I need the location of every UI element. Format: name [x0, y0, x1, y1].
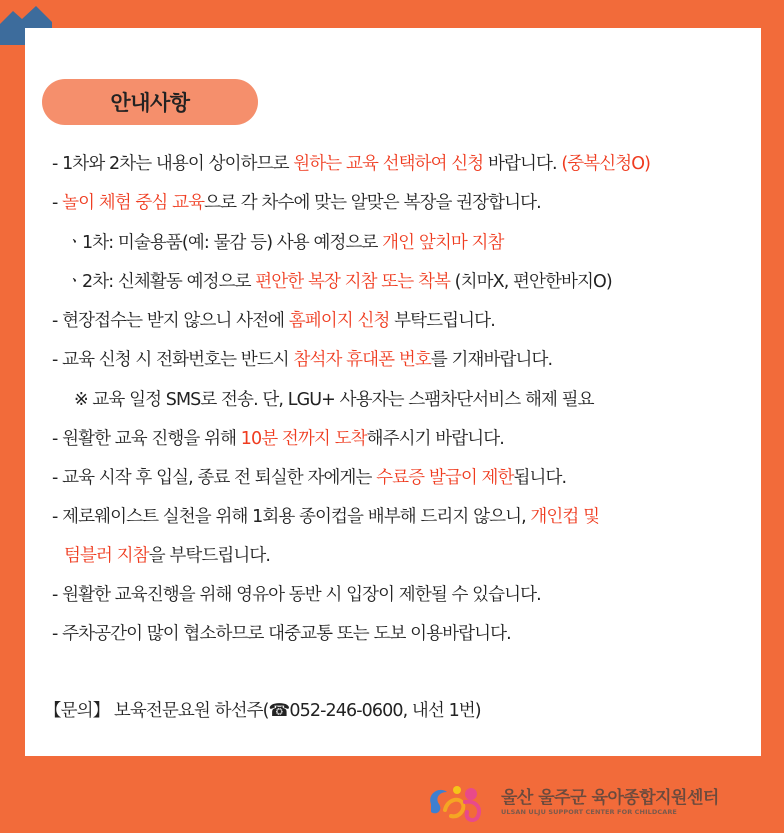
line-text: (치마X, 편안한바지O) [450, 272, 612, 292]
line-highlight: 참석자 휴대폰 번호 [293, 350, 431, 370]
line-text: - 현장접수는 받지 않으니 사전에 [52, 311, 289, 331]
org-logo-icon [425, 780, 497, 824]
line-text: 으로 각 차수에 맞는 알맞은 복장을 권장합니다. [204, 193, 541, 213]
line-text: 해주시기 바랍니다. [366, 429, 504, 449]
notice-line-7 [74, 386, 594, 411]
line-highlight: 원하는 교육 선택하여 신청 [293, 154, 484, 174]
line-highlight: (중복신청O) [561, 154, 651, 174]
line-text: - 교육 신청 시 전화번호는 반드시 [52, 350, 294, 370]
notice-line-11 [64, 542, 270, 567]
line-text: - 교육 시작 후 입실, 종료 전 퇴실한 자에게는 [52, 468, 377, 488]
line-text: - 제로웨이스트 실천을 위해 1회용 종이컵을 배부해 드리지 않으니, [52, 507, 531, 527]
notice-line-2 [52, 189, 541, 214]
line-highlight: 개인컵 및 [530, 507, 600, 527]
line-text: - [52, 193, 63, 213]
notice-line-8 [52, 425, 504, 450]
line-text: 을 부탁드립니다. [148, 546, 271, 566]
notice-line-9 [52, 464, 566, 489]
notice-line-3 [66, 229, 504, 254]
line-text: ㆍ1차: 미술용품(예: 물감 등) 사용 예정으로 [66, 233, 383, 253]
line-highlight: 수료증 발급이 제한 [376, 468, 514, 488]
line-highlight: 편안한 복장 지참 또는 착복 [255, 272, 450, 292]
line-text: 됩니다. [513, 468, 567, 488]
line-highlight: 개인 앞치마 지참 [382, 233, 504, 253]
line-highlight: 홈페이지 신청 [288, 311, 390, 331]
line-text: 바랍니다. [483, 154, 562, 174]
line-text: - 원활한 교육 진행을 위해 [52, 429, 241, 449]
notice-line-4 [66, 268, 612, 293]
line-highlight: 놀이 체험 중심 교육 [62, 193, 205, 213]
line-text: 를 기재바랍니다. [430, 350, 553, 370]
line-text: - 1차와 2차는 내용이 상이하므로 [52, 154, 294, 174]
notice-line-6 [52, 346, 552, 371]
org-name-ko: 울산 울주군 육아종합지원센터 [501, 788, 719, 808]
line-text: ㆍ2차: 신체활동 예정으로 [66, 272, 256, 292]
line-text: 부탁드립니다. [389, 311, 495, 331]
line-highlight: 텀블러 지참 [64, 546, 149, 566]
contact-info [44, 697, 481, 722]
org-logo [425, 780, 755, 824]
notice-title: 안내사항 [110, 91, 190, 115]
notice-line-1 [52, 150, 650, 175]
line-text: ※ 교육 일정 SMS로 전송. 단, LGU+ 사용자는 스팸차단서비스 해제 필요 [74, 390, 594, 410]
notice-line-10 [52, 503, 599, 528]
contact-text: 【문의】 보육전문요원 하선주(☎052-246-0600, 내선 1번) [44, 701, 481, 721]
org-name-en: ULSAN ULJU SUPPORT CENTER FOR CHILDCARE [501, 808, 677, 816]
notice-line-5 [52, 307, 495, 332]
notice-line-12 [52, 581, 541, 606]
notice-line-13 [52, 620, 511, 645]
line-text: - 원활한 교육진행을 위해 영유아 동반 시 입장이 제한될 수 있습니다. [52, 585, 541, 605]
line-highlight: 10분 전까지 도착 [240, 429, 367, 449]
line-text: - 주차공간이 많이 협소하므로 대중교통 또는 도보 이용바랍니다. [52, 624, 511, 644]
notice-title-badge [42, 79, 258, 125]
